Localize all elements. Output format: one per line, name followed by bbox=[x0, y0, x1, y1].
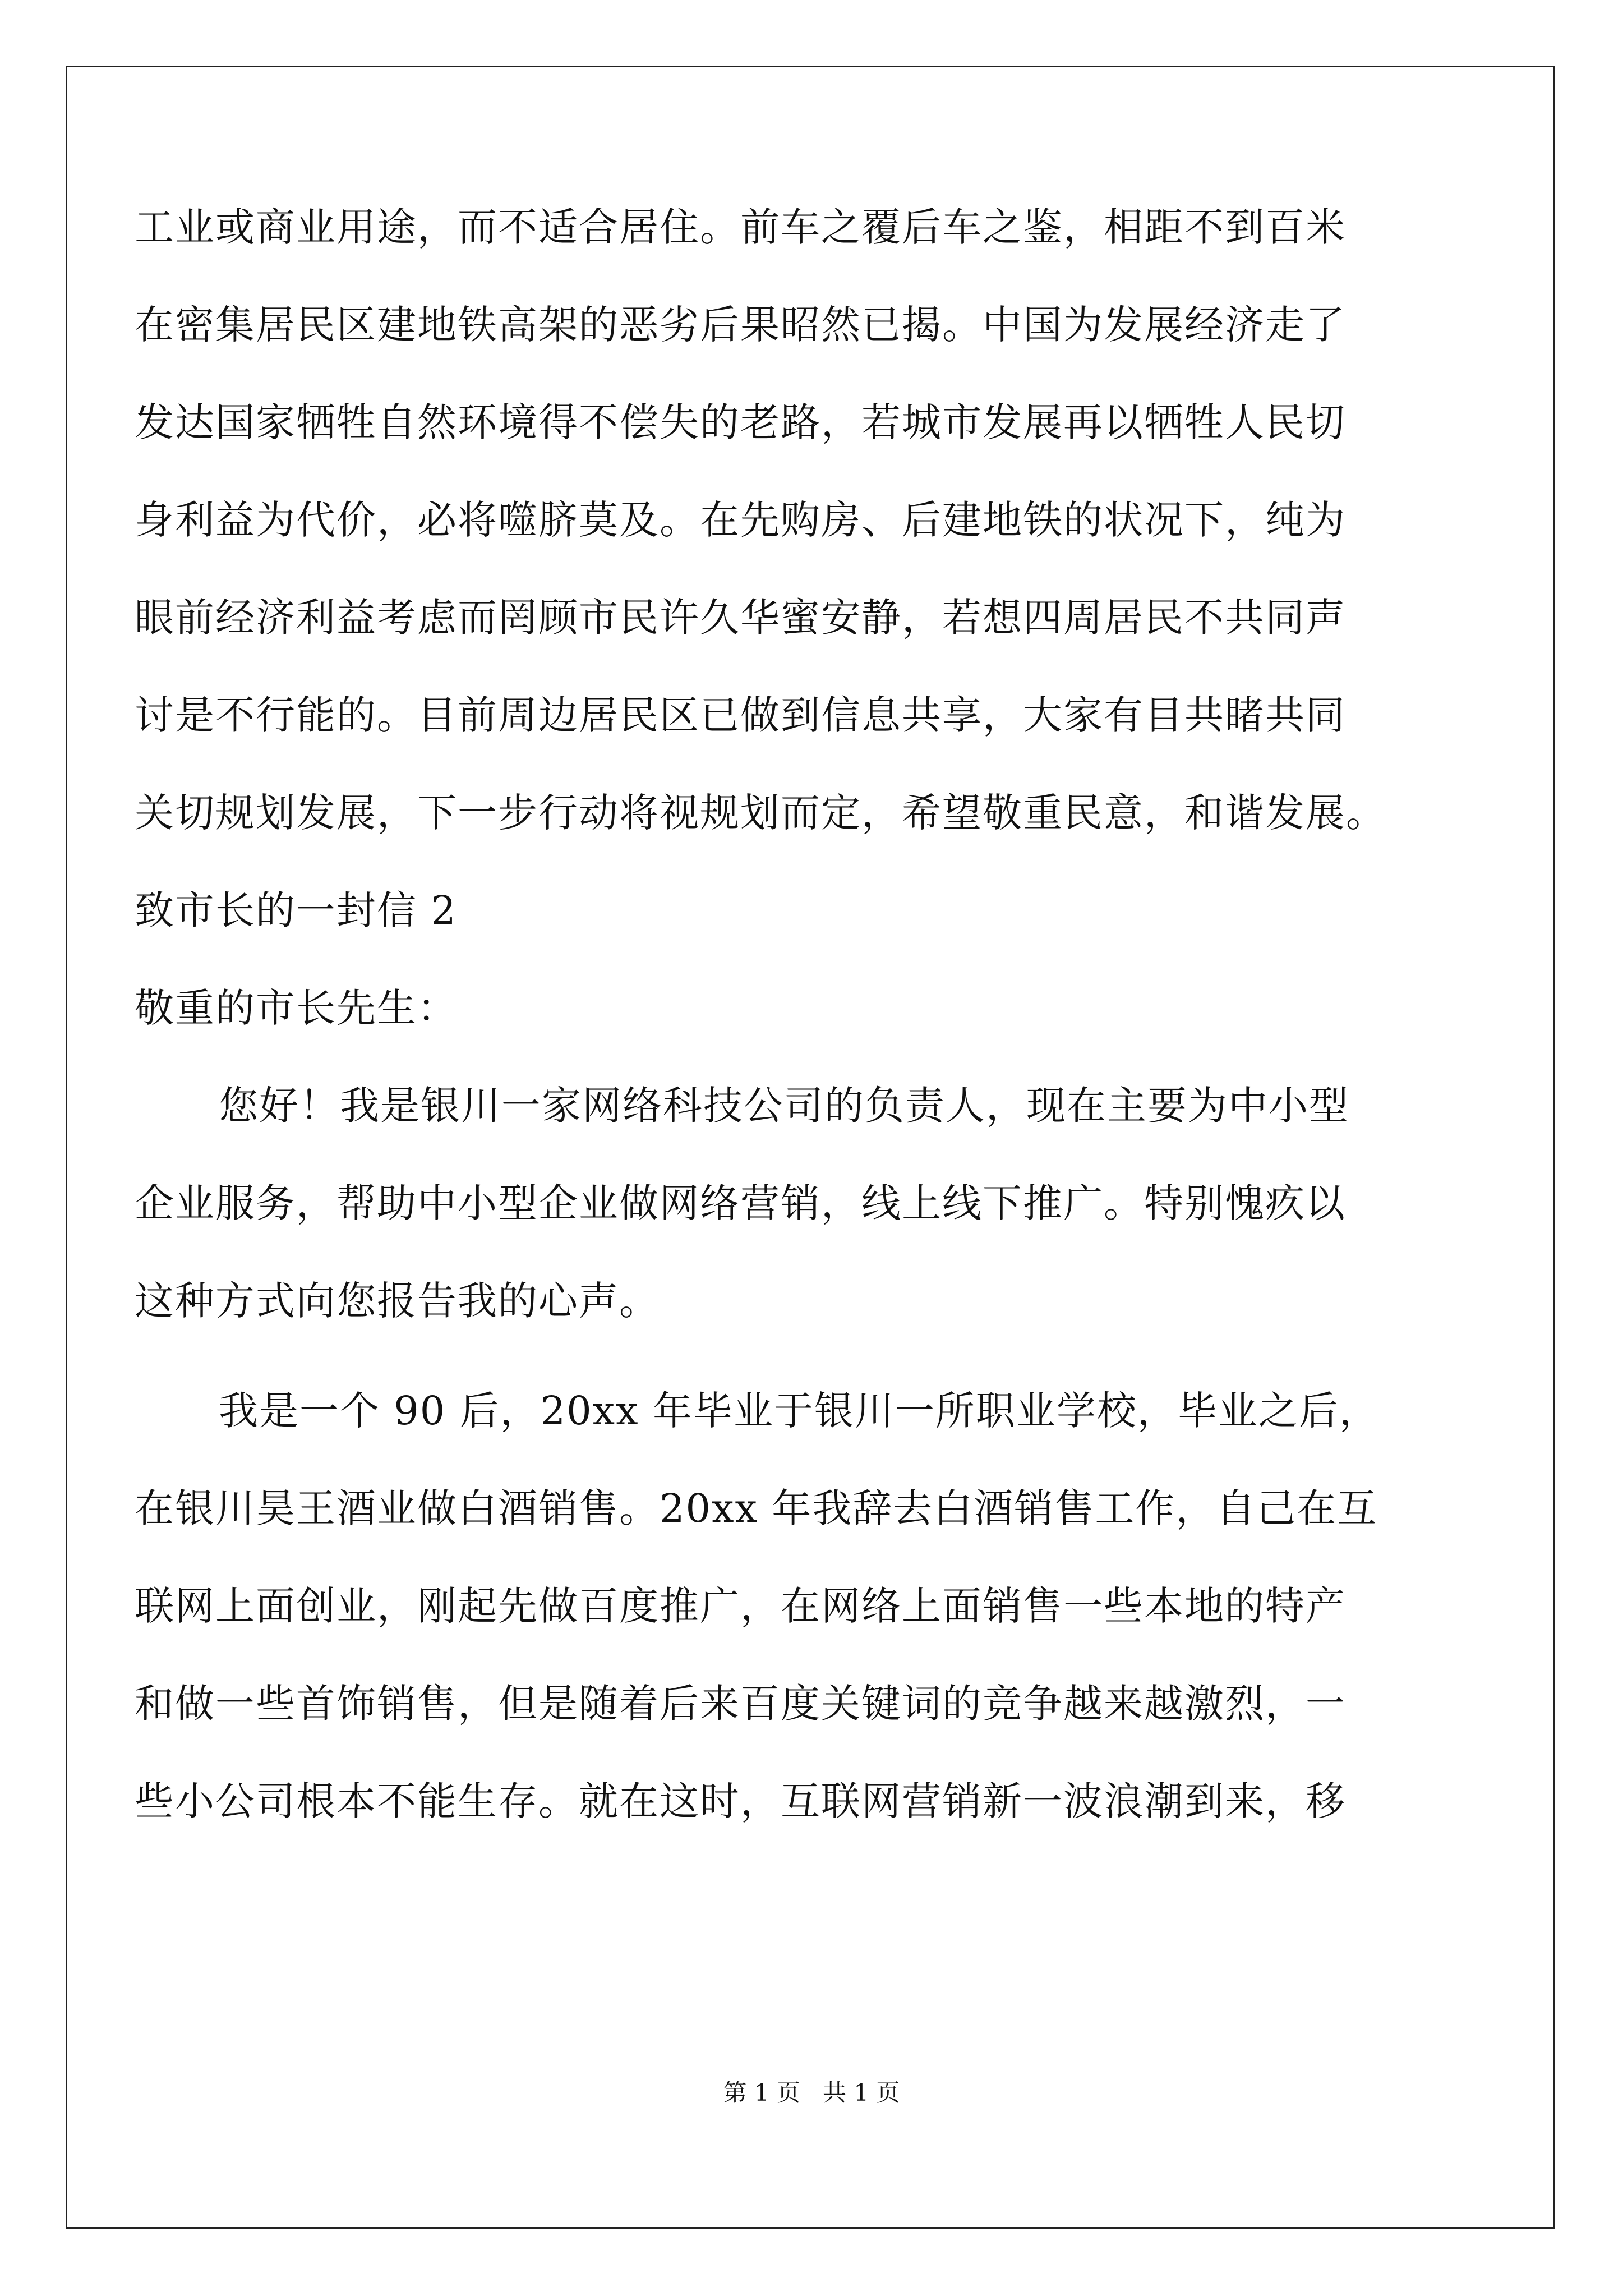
salutation: 敬重的市长先生： bbox=[135, 985, 458, 1031]
text-line: 企业服务，帮助中小型企业做网络营销，线上线下推广。特别愧疚以 bbox=[135, 1180, 1346, 1226]
text-line: 眼前经济利益考虑而罔顾市民许久华蜜安静，若想四周居民不共同声 bbox=[135, 595, 1346, 641]
text-line: 在银川昊王酒业做白酒销售。20xx 年我辞去白酒销售工作，自己在互 bbox=[135, 1485, 1378, 1531]
paragraph-start-line: 我是一个 90 后，20xx 年毕业于银川一所职业学校，毕业之后， bbox=[219, 1388, 1380, 1434]
text-line: 些小公司根本不能生存。就在这时，互联网营销新一波浪潮到来，移 bbox=[135, 1778, 1346, 1824]
page-footer: 第 1 页 共 1 页 bbox=[723, 2079, 900, 2106]
text-line: 发达国家牺牲自然环境得不偿失的老路，若城市发展再以牺牲人民切 bbox=[135, 399, 1346, 445]
section-heading: 致市长的一封信 2 bbox=[135, 887, 457, 933]
text-line: 这种方式向您报告我的心声。 bbox=[135, 1278, 660, 1324]
text-line: 工业或商业用途，而不适合居住。前车之覆后车之鉴，相距不到百米 bbox=[135, 204, 1346, 250]
text-line: 讨是不行能的。目前周边居民区已做到信息共享，大家有目共睹共同 bbox=[135, 692, 1346, 738]
text-line: 关切规划发展，下一步行动将视规划而定，希望敬重民意，和谐发展。 bbox=[135, 790, 1386, 836]
text-line: 在密集居民区建地铁高架的恶劣后果昭然已揭。中国为发展经济走了 bbox=[135, 302, 1346, 348]
paragraph-start-line: 您好！我是银川一家网络科技公司的负责人，现在主要为中小型 bbox=[219, 1083, 1349, 1129]
text-line: 联网上面创业，刚起先做百度推广，在网络上面销售一些本地的特产 bbox=[135, 1583, 1346, 1629]
text-line: 身利益为代价，必将噬脐莫及。在先购房、后建地铁的状况下，纯为 bbox=[135, 497, 1346, 543]
page-border bbox=[66, 66, 1555, 2229]
text-line: 和做一些首饰销售，但是随着后来百度关键词的竞争越来越激烈，一 bbox=[135, 1681, 1346, 1727]
